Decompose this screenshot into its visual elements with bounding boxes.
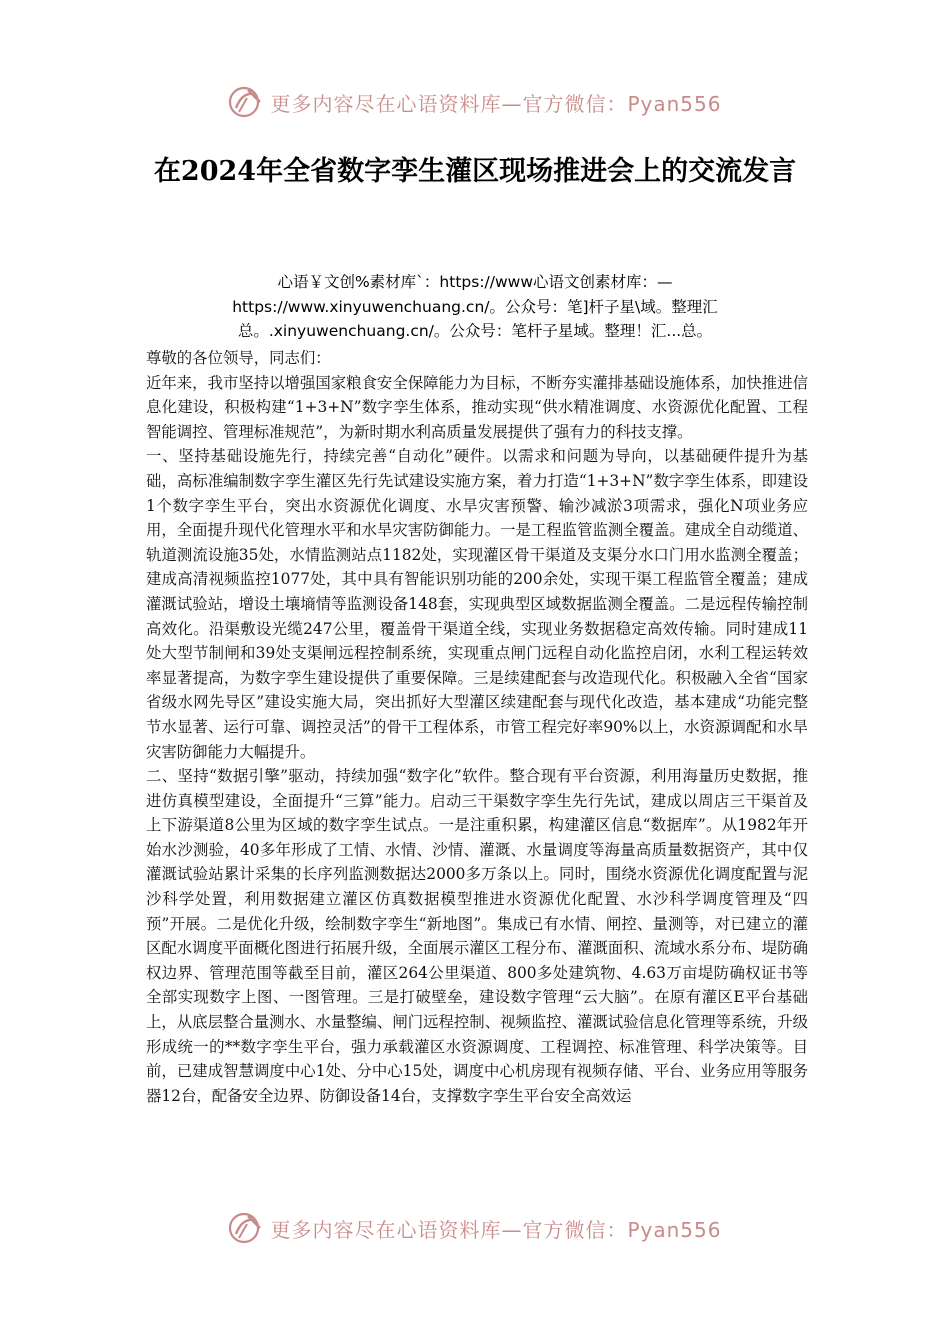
document-body bbox=[146, 346, 808, 1108]
source-note: 心语￥文创%素材库`：https://www心语文创素材库：—https://www.xinyuwenchuang.cn/。公众号：笔]杆子星\域。整理汇总。.xinyuwenchuang.cn/。公众号：笔杆子星域。整理！汇...总。 bbox=[232, 273, 718, 340]
banner-text: 更多内容尽在心语资料库—官方微信：Pyan556 bbox=[270, 1217, 722, 1242]
paragraph-section-1: 一、坚持基础设施先行，持续完善“自动化”硬件。以需求和问题为导向，以基础硬件提升为基础，高标准编制数字孪生灌区先行先试建设实施方案，着力打造“1+3+N”数字孪生体系，即建设1个数字孪生平台，突出水资源优化调度、水旱灾害预警、输沙减淤3项需求，强化N项业务应用，全面提升现代化管理水平和水旱灾害防御能力。一是工程监管监测全覆盖。建成全自动缆道、轨道测流设施35处，水情监测站点1182处，实现灌区骨干渠道及支渠分水口门用水监测全覆盖；建成高清视频监控1077处，其中具有智能识别功能的200余处，实现干渠工程监管全覆盖；建成灌溉试验站，增设土壤墒情等监测设备148套，实现典型区域数据监测全覆盖。二是远程传输控制高效化。沿渠敷设光缆247公里，覆盖骨干渠道全线，实现业务数据稳定高效传输。同时建成11处大型节制闸和39处支渠闸远程控制系统，实现重点闸门远程自动化监控启闭，水利工程运转效率显著提高，为数字孪生建设提供了重要保障。三是续建配套与改造现代化。积极融入全省“国家省级水网先导区”建设实施大局，突出抓好大型灌区续建配套与现代化改造，基本建成“功能完整节水显著、运行可靠、调控灵活”的骨干工程体系，市管工程完好率90%以上，水资源调配和水旱灾害防御能力大幅提升。 bbox=[146, 447, 808, 761]
footer-banner bbox=[0, 1208, 950, 1248]
header-banner bbox=[0, 82, 950, 122]
salutation: 尊敬的各位领导，同志们： bbox=[146, 349, 331, 367]
banner-text: 更多内容尽在心语资料库—官方微信：Pyan556 bbox=[270, 91, 722, 116]
paragraph-intro: 近年来，我市坚持以增强国家粮食安全保障能力为目标，不断夯实灌排基础设施体系，加快推进信息化建设，积极构建“1+3+N”数字孪生体系，推动实现“供水精准调度、水资源优化配置、工程智能调控、管理标准规范”，为新时期水利高质量发展提供了强有力的科技支撑。 bbox=[146, 373, 808, 441]
brand-logo-icon bbox=[228, 1210, 264, 1246]
paragraph-section-2: 二、坚持“数据引擎”驱动，持续加强“数字化”软件。整合现有平台资源，利用海量历史数据，推进仿真模型建设，全面提升“三算”能力。启动三干渠数字孪生先行先试，建成以周店三干渠首及上下游渠道8公里为区域的数字孪生试点。一是注重积累，构建灌区信息“数据库”。从1982年开始水沙测验，40多年形成了工情、水情、沙情、灌溉、水量调度等海量高质量数据资产，其中仅灌溉试验站累计采集的长序列监测数据达2000多万条以上。同时，围绕水资源优化调度配置与泥沙科学处置，利用数据建立灌区仿真数据模型推进水资源优化配置、水沙科学调度管理及“四预”开展。二是优化升级，绘制数字孪生“新地图”。集成已有水情、闸控、量测等，对已建立的灌区配水调度平面概化图进行拓展升级，全面展示灌区工程分布、灌溉面积、流域水系分布、堤防确权边界、管理范围等截至目前，灌区264公里渠道、800多处建筑物、4.63万亩堤防确权证书等全部实现数字上图、一图管理。三是打破壁垒，建设数字管理“云大脑”。在原有灌区E平台基础上，从底层整合量测水、水量整编、闸门远程控制、视频监控、灌溉试验信息化管理等系统，升级形成统一的**数字孪生平台，强力承载灌区水资源调度、工程调控、标准管理、科学决策等。目前，已建成智慧调度中心1处、分中心15处，调度中心机房现有视频存储、平台、业务应用等服务器12台，配备安全边界、防御设备14台，支撑数字孪生平台安全高效运 bbox=[146, 767, 808, 1105]
brand-logo-icon bbox=[228, 84, 264, 120]
document-title: 在2024年全省数字孪生灌区现场推进会上的交流发言 bbox=[153, 156, 797, 187]
